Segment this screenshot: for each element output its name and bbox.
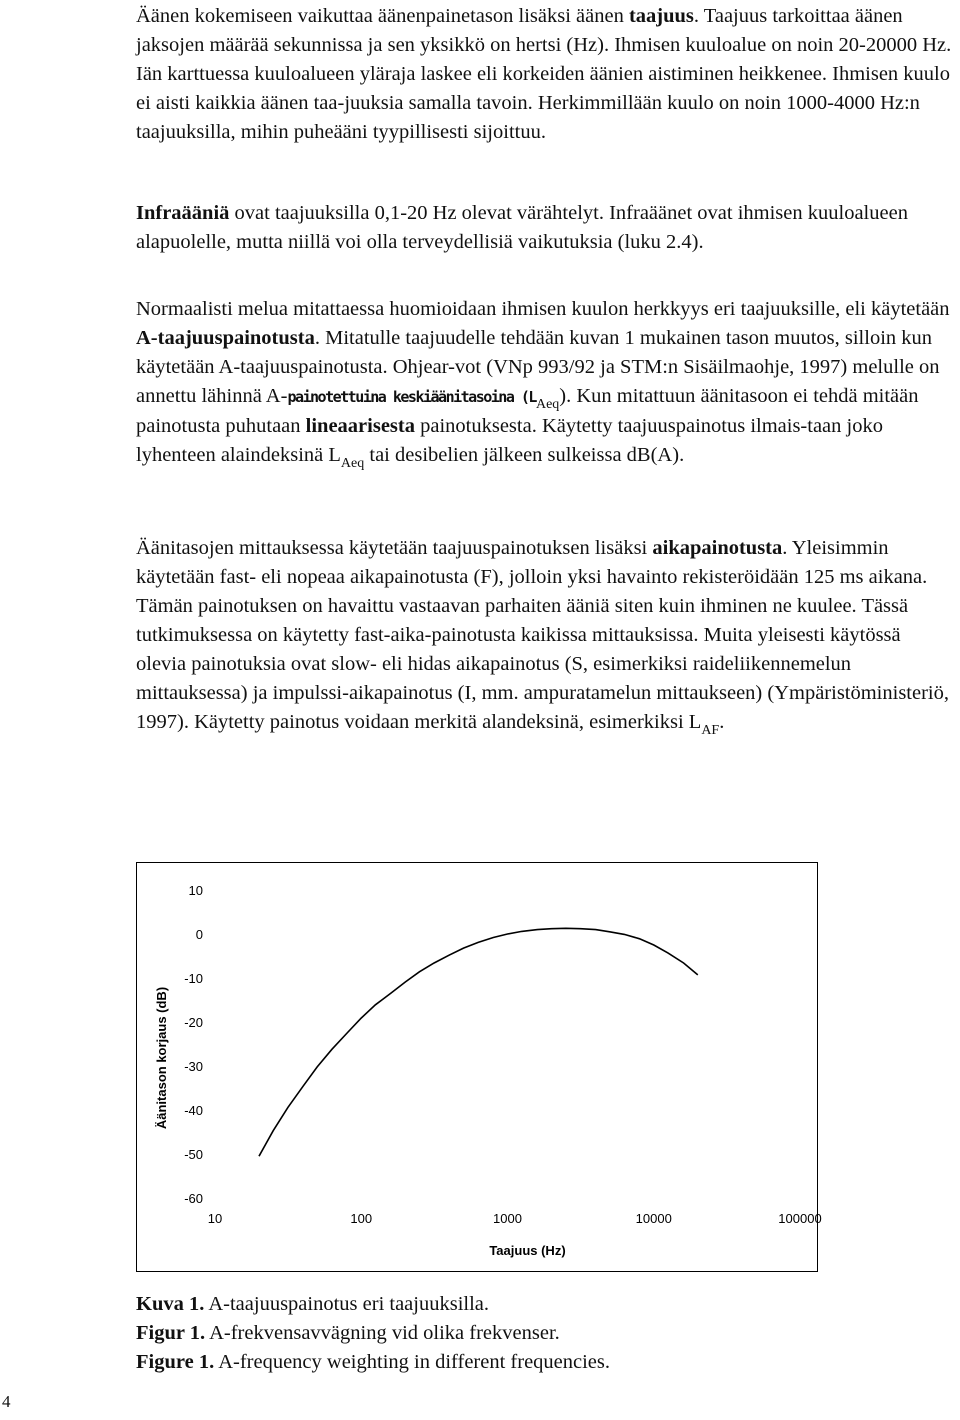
x-axis-label: Taajuus (Hz) xyxy=(489,1243,566,1258)
y-tick-label: 10 xyxy=(188,883,203,898)
x-tick-label: 10 xyxy=(207,1211,223,1226)
paragraph-a-weighting: Normaalisti melua mitattaessa huomioidaan ihmisen kuulon herkkyys eri taajuuksille, eli käytetään A-taajuuspainotusta. Mitatulle taajuudelle tehdään kuvan 1 mukainen tason muutos, silloin kun käytetään A-taajuuspainotusta. Ohjear-vot (VNp 993/92 ja STM:n Sisäilmaohje, 1997) melulle on annettu lähinnä A-painotettuina keskiäänitasoina $(L_{Aeq})$. Kun mitattuun äänitasoon ei tehdä mitään painotusta puhutaan lineaarisesta painotuksesta. Käytetty taajuuspainotus ilmais-taan joko lyhenteen alaindeksinä $L_{Aeq}$ tai desibelien jälkeen sulkeissa dB(A). xyxy=(136,298,950,471)
caption-en: Figure 1. A-frequency weighting in different frequencies. xyxy=(136,1351,611,1373)
x-tick-label: 100000 xyxy=(778,1211,822,1226)
paragraph-frequency: Äänen kokemiseen vaikuttaa äänenpainetason lisäksi äänen taajuus. Taajuus tarkoittaa äänen jaksojen määrää sekunnissa ja sen yksikkö on hertsi (Hz). Ihmisen kuuloalue on noin 20-20000 Hz. Iän karttuessa kuuloalueen yläraja laskee eli korkeiden äänien aistiminen heikkenee. Ihmisen kuulo ei aisti kaikkia äänen taa-juuksia samalla tavoin. Herkimmillään kuulo on noin 1000-4000 Hz:n taajuuksilla, mihin puheääni tyypillisesti sijoittuu. xyxy=(136,5,952,143)
series-line xyxy=(259,928,698,1156)
x-tick-label: 10000 xyxy=(635,1211,672,1226)
x-tick-label: 100 xyxy=(350,1211,373,1226)
y-axis-label: Äänitason korjaus (dB) xyxy=(154,986,169,1130)
y-tick-label: -50 xyxy=(184,1147,203,1162)
y-tick-label: -10 xyxy=(184,971,203,986)
paragraph-infrasound: Infraääniä ovat taajuuksilla 0,1-20 Hz olevat värähtelyt. Infraäänet ovat ihmisen kuuloalueen alapuolelle, mutta niillä voi olla terveydellisiä vaikutuksia (luku 2.4). xyxy=(136,202,908,253)
x-tick-label: 1000 xyxy=(493,1211,522,1226)
y-tick-label: 0 xyxy=(195,927,203,942)
a-weighting-chart xyxy=(137,863,822,1271)
y-tick-label: -40 xyxy=(184,1103,203,1118)
y-tick-label: -30 xyxy=(184,1059,203,1074)
figure-frame xyxy=(136,862,822,1272)
caption-sv: Figur 1. A-frekvensavvägning vid olika frekvenser. xyxy=(136,1322,560,1344)
page-number: 4 xyxy=(2,1392,11,1411)
caption-fi: Kuva 1. A-taajuuspainotus eri taajuuksilla. xyxy=(136,1293,490,1315)
paragraph-time-weighting: Äänitasojen mittauksessa käytetään taajuuspainotuksen lisäksi aikapainotusta. Yleisimmin käytetään fast- eli nopeaa aikapainotusta (F), jolloin yksi havainto rekisteröidään 125 ms aikana. Tämän painotuksen on havaittu vastaavan parhaiten ääniä siten kuin ihminen ne kuulee. Tässä tutkimuksessa on käytetty fast-aika-painotusta kaikissa mittauksissa. Muita yleisesti käytössä olevia painotuksia ovat slow- eli hidas aikapainotus (S, esimerkiksi raideliikennemelun mittauksessa) ja impulssi-aikapainotus (I, mm. ampuratamelun mittaukseen) (Ympäristöministeriö, 1997). Käytetty painotus voidaan merkitä alandeksinä, esimerkiksi $L_{AF}$. xyxy=(136,537,949,738)
figure-captions xyxy=(136,1290,836,1377)
y-tick-label: -20 xyxy=(184,1015,203,1030)
y-tick-label: -60 xyxy=(184,1191,203,1206)
